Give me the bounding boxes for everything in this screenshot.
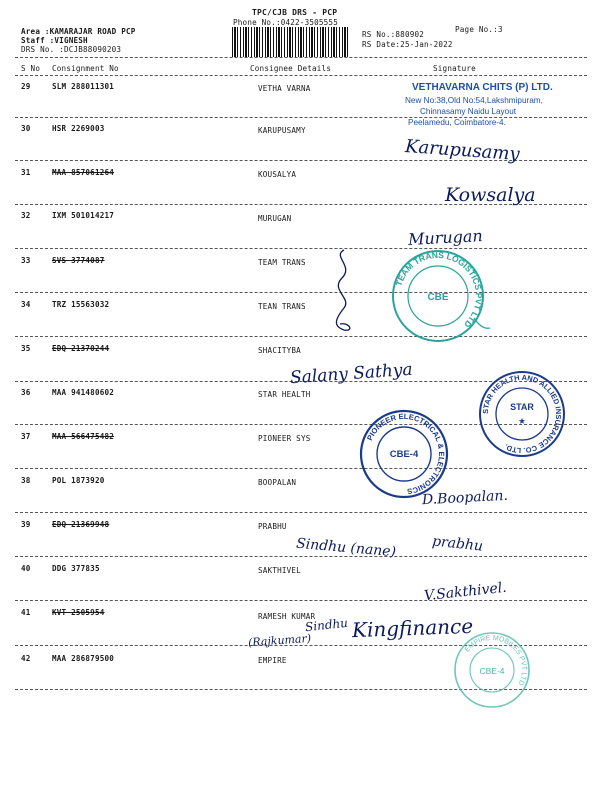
row-divider bbox=[15, 556, 587, 557]
row-consignment: DDG 377835 bbox=[52, 564, 100, 573]
col-sno: S No bbox=[21, 64, 41, 73]
stamp-address-line: Peelamedu, Coimbatore-4. bbox=[408, 118, 506, 127]
stamp-address-line: Chinnasamy Naidu Layout bbox=[420, 107, 517, 116]
column-divider bbox=[15, 75, 587, 76]
row-consignment: MAA 857061264 bbox=[52, 168, 115, 177]
row-consignee: MURUGAN bbox=[258, 214, 292, 223]
row-consignee: BOOPALAN bbox=[258, 478, 297, 487]
row-sno: 30 bbox=[21, 124, 31, 133]
row-consignment: SLM 288011301 bbox=[52, 82, 115, 91]
stamp-text: PIONEER ELECTRICAL & ELECTRONICS bbox=[365, 411, 447, 496]
stamp-center: CBE bbox=[427, 292, 449, 303]
signature-kousalya: Kowsalya bbox=[445, 184, 536, 206]
col-consignment: Consignment No bbox=[52, 64, 119, 73]
row-consignee: KARUPUSAMY bbox=[258, 126, 306, 135]
svg-text:TEAM TRANS LOGISTICS PVT LTD bbox=[394, 250, 485, 330]
row-divider bbox=[15, 512, 587, 513]
signature-ramesh: Kingfinance bbox=[351, 613, 474, 643]
pioneer-stamp bbox=[358, 408, 450, 500]
row-sno: 31 bbox=[21, 168, 31, 177]
row-consignment: KVT 2505954 bbox=[52, 608, 105, 617]
row-consignment: EDQ 21369948 bbox=[52, 520, 110, 529]
row-sno: 36 bbox=[21, 388, 31, 397]
row-sno: 41 bbox=[21, 608, 31, 617]
phone-number: Phone No.:0422-3505555 bbox=[233, 18, 338, 27]
signature-ramesh-note: (Rajkumar) bbox=[247, 631, 312, 650]
row-sno: 39 bbox=[21, 520, 31, 529]
drs-number: DRS No. :DCJB88090203 bbox=[21, 45, 122, 54]
star-icon: ★ bbox=[518, 413, 526, 427]
signature-murugan: Murugan bbox=[407, 226, 484, 249]
row-consignee: SHACITYBA bbox=[258, 346, 301, 355]
row-consignee: TEAN TRANS bbox=[258, 302, 306, 311]
signature-sindhu-2: Sindhu bbox=[304, 615, 349, 635]
stamp-center: CBE-4 bbox=[479, 666, 505, 676]
rs-date: RS Date:25-Jan-2022 bbox=[362, 40, 453, 49]
stamp-center: CBE-4 bbox=[389, 449, 419, 460]
row-consignment: MAA 566475482 bbox=[52, 432, 115, 441]
row-consignee: TEAM TRANS bbox=[258, 258, 306, 267]
row-divider bbox=[15, 248, 587, 249]
stamp-text: STAR HEALTH AND ALLIED INSURANCE CO. LTD. bbox=[480, 372, 564, 456]
row-consignment: HSR 2269003 bbox=[52, 124, 105, 133]
staff-label: Staff :VIGNESH bbox=[21, 36, 88, 45]
row-sno: 37 bbox=[21, 432, 31, 441]
row-divider bbox=[15, 336, 587, 337]
row-consignment: IXM 501014217 bbox=[52, 211, 115, 220]
row-sno: 40 bbox=[21, 564, 31, 573]
signature-prabhu: prabhu bbox=[431, 533, 484, 555]
signature-boopalan: D.Boopalan. bbox=[421, 487, 509, 509]
row-consignee: PRABHU bbox=[258, 522, 287, 531]
stamp-text: TEAM TRANS LOGISTICS PVT LTD bbox=[393, 249, 485, 330]
stamp-center: STAR bbox=[510, 402, 534, 412]
signature-team-trans bbox=[330, 246, 360, 336]
row-sno: 29 bbox=[21, 82, 31, 91]
barcode bbox=[232, 27, 350, 57]
row-sno: 42 bbox=[21, 654, 31, 663]
signature-sakthivel: V.Sakthivel. bbox=[423, 579, 508, 605]
row-sno: 33 bbox=[21, 256, 31, 265]
star-health-stamp bbox=[478, 370, 566, 458]
row-consignee: PIONEER SYS bbox=[258, 434, 311, 443]
row-sno: 35 bbox=[21, 344, 31, 353]
signature-karupusamy: Karupusamy bbox=[404, 136, 521, 165]
row-sno: 32 bbox=[21, 211, 31, 220]
row-consignment: MAA 941480602 bbox=[52, 388, 115, 397]
stamp-company-name: VETHAVARNA CHITS (P) LTD. bbox=[412, 82, 553, 93]
row-consignee: KOUSALYA bbox=[258, 170, 297, 179]
row-consignment: MAA 286879500 bbox=[52, 654, 115, 663]
row-divider bbox=[15, 600, 587, 601]
row-divider bbox=[15, 468, 587, 469]
row-sno: 34 bbox=[21, 300, 31, 309]
row-consignment: POL 1873920 bbox=[52, 476, 105, 485]
row-consignment: SVS 3774087 bbox=[52, 256, 105, 265]
signature-shacityba: Salany Sathya bbox=[289, 359, 414, 389]
area-label: Area :KAMARAJAR ROAD PCP bbox=[21, 27, 136, 36]
header-divider bbox=[15, 57, 587, 58]
row-divider bbox=[15, 292, 587, 293]
row-consignee: STAR HEALTH bbox=[258, 390, 311, 399]
row-consignee: EMPIRE bbox=[258, 656, 287, 665]
signature-sindhu: Sindhu (nane) bbox=[295, 535, 397, 561]
stamp-text: EMPIRE MOBILES PVT LTD bbox=[463, 634, 528, 687]
row-consignee: SAKTHIVEL bbox=[258, 566, 301, 575]
col-consignee: Consignee Details bbox=[250, 64, 332, 73]
document-title: TPC/CJB DRS - PCP bbox=[252, 8, 338, 17]
row-consignee: RAMESH KUMAR bbox=[258, 612, 316, 621]
col-signature: Signature bbox=[433, 64, 476, 73]
team-trans-stamp bbox=[390, 248, 486, 344]
empire-stamp bbox=[452, 630, 532, 710]
row-consignment: EDQ 21370244 bbox=[52, 344, 110, 353]
stamp-address-line: New No:38,Old No:54,Lakshmipuram, bbox=[405, 96, 543, 105]
page-number: Page No.:3 bbox=[455, 25, 503, 34]
row-consignee: VETHA VARNA bbox=[258, 84, 311, 93]
rs-number: RS No.:880902 bbox=[362, 30, 425, 39]
row-sno: 38 bbox=[21, 476, 31, 485]
row-consignment: TRZ 15563032 bbox=[52, 300, 110, 309]
